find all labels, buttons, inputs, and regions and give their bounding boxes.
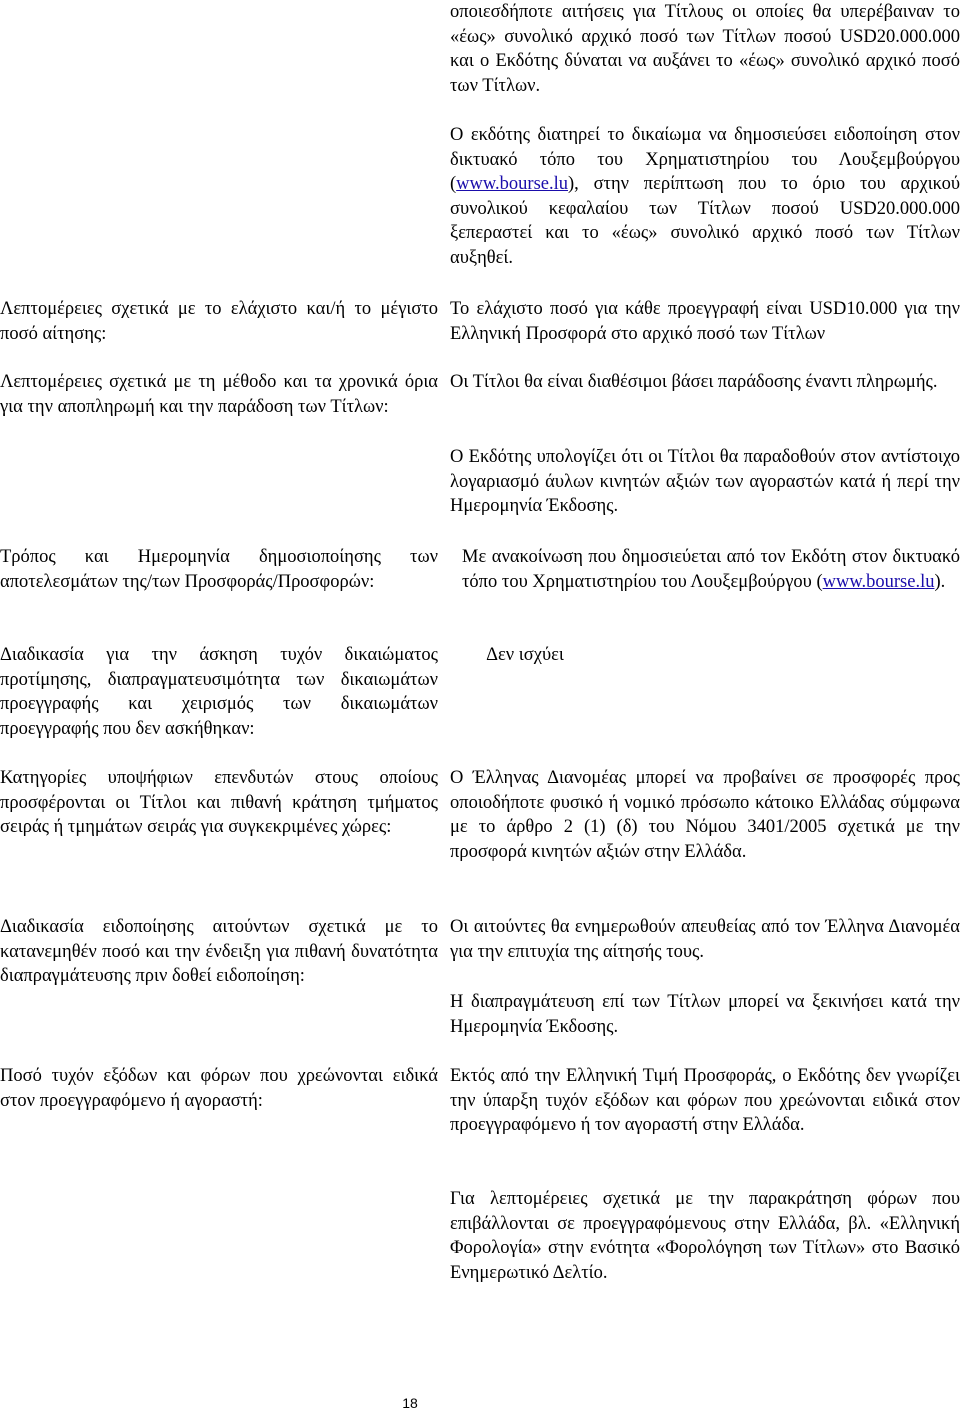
notice-text-after: ), στην περίπτωση που το όριο του αρχικού συνολικού κεφαλαίου των Τίτλων ποσού USD20.000.000 ξεπεραστεί και το «έως» συνολικό αρχικό ποσό των Τίτλων αυξηθεί.	[450, 174, 960, 268]
notification-label: Διαδικασία ειδοποίησης αιτούντων σχετικά με το κατανεμηθέν ποσό και την ένδειξη για πιθανή δυνατότητα διαπραγμάτευσης πριν δοθεί ειδοποίηση:	[0, 917, 438, 987]
investors-label: Κατηγορίες υποψήφιων επενδυτών στους οποίους προσφέρονται οι Τίτλοι και πιθανή κράτηση τμήματος σειράς ή τμημάτων σειράς για συγκεκριμένες χώρες:	[0, 768, 438, 838]
min-max-value: Το ελάχιστο ποσό για κάθε προεγγραφή είναι USD10.000 για την Ελληνική Προσφορά στο αρχικό ποσό των Τίτλων	[450, 299, 960, 344]
bourse-link[interactable]: www.bourse.lu	[456, 174, 569, 195]
notification-value-2: Η διαπραγμάτευση επί των Τίτλων μπορεί να ξεκινήσει κατά την Ημερομηνία Έκδοσης.	[450, 992, 960, 1037]
preemption-label: Διαδικασία για την άσκηση τυχόν δικαιώματος προτίμησης, διαπραγματευσιμότητα των δικαιωμάτων προεγγραφής και χειρισμός των δικαιωμάτων προεγγραφής που δεν ασκήθηκαν:	[0, 645, 438, 739]
preemption-value: Δεν ισχύει	[486, 645, 564, 665]
expenses-label: Ποσό τυχόν εξόδων και φόρων που χρεώνονται ειδικά στον προεγγραφόμενο ή αγοραστή:	[0, 1066, 438, 1111]
notification-value-1: Οι αιτούντες θα ενημερωθούν απευθείας από τον Έλληνα Διανομέα για την επιτυχία της αίτησής τους.	[450, 917, 960, 962]
expenses-value-1: Εκτός από την Ελληνική Τιμή Προσφοράς, ο Εκδότης δεν γνωρίζει την ύπαρξη τυχόν εξόδων και φόρων που χρεώνονται ειδικά στον προεγγραφόμενο ή τον αγοραστή στην Ελλάδα.	[450, 1066, 960, 1136]
investors-value: Ο Έλληνας Διανομέας μπορεί να προβαίνει σε προσφορές προς οποιοδήποτε φυσικό ή νομικό πρόσωπο κάτοικο Ελλάδας σύμφωνα με το άρθρο 2 (1) (δ) του Νόμου 3401/2005 σχετικά με την προσφορά κινητών αξιών στην Ελλάδα.	[450, 768, 960, 862]
results-value	[462, 545, 960, 594]
payment-value-1: Οι Τίτλοι θα είναι διαθέσιμοι βάσει παράδοσης έναντι πληρωμής.	[450, 372, 938, 392]
results-bourse-link[interactable]: www.bourse.lu	[822, 571, 935, 592]
continuation-paragraph: οποιεσδήποτε αιτήσεις για Τίτλους οι οποίες θα υπερέβαιναν το «έως» συνολικό αρχικό ποσό των Τίτλων ποσού USD20.000.000 και ο Εκδότης δύναται να αυξάνει το «έως» συνολικό αρχικό ποσό των Τίτλων.	[450, 2, 960, 96]
results-label: Τρόπος και Ημερομηνία δημοσιοποίησης των αποτελεσμάτων της/των Προσφοράς/Προσφορών:	[0, 547, 438, 592]
payment-value-2: Ο Εκδότης υπολογίζει ότι οι Τίτλοι θα παραδοθούν στον αντίστοιχο λογαριασμό άυλων κινητών αξιών των αγοραστών κατά ή περί την Ημερομηνία Έκδοσης.	[450, 447, 960, 517]
page-number: 18	[402, 1395, 418, 1411]
results-text-before: Με ανακοίνωση που δημοσιεύεται από τον Εκδότη στον δικτυακό τόπο του Χρηματιστηρίου του Λουξεμβούργου (	[462, 547, 960, 592]
payment-label: Λεπτομέρειες σχετικά με τη μέθοδο και τα χρονικά όρια για την αποπληρωμή και την παράδοση των Τίτλων:	[0, 372, 438, 417]
min-max-label: Λεπτομέρειες σχετικά με το ελάχιστο και/ή το μέγιστο ποσό αίτησης:	[0, 299, 438, 344]
notice-text-before: Ο εκδότης διατηρεί το δικαίωμα να δημοσιεύσει ειδοποίηση στον δικτυακό τόπο του Χρηματιστηρίου του Λουξεμβούργου (	[450, 125, 960, 195]
expenses-value-2: Για λεπτομέρειες σχετικά με την παρακράτηση φόρων που επιβάλλονται σε προεγγραφόμενους στην Ελλάδα, βλ. «Ελληνική Φορολογία» στην ενότητα «Φορολόγηση των Τίτλων» στο Βασικό Ενημερωτικό Δελτίο.	[450, 1189, 960, 1283]
results-text-after: ).	[934, 571, 946, 592]
notice-paragraph	[450, 123, 960, 271]
